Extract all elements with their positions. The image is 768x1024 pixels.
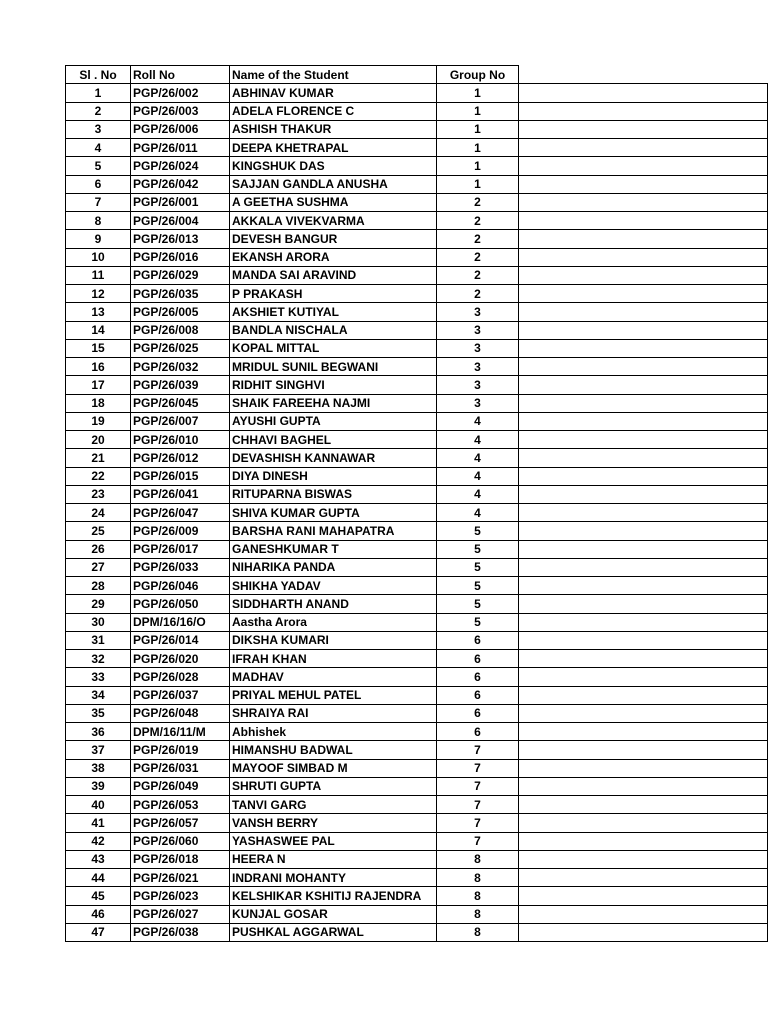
cell-sl-no: 12: [66, 285, 131, 303]
table-row: [66, 157, 768, 175]
cell-roll-no: PGP/26/014: [131, 631, 230, 649]
cell-group-no: 4: [437, 431, 519, 449]
cell-student-name: DIYA DINESH: [230, 467, 437, 485]
cell-student-name: SHRUTI GUPTA: [230, 777, 437, 795]
cell-group-no: 2: [437, 212, 519, 230]
cell-sl-no: 28: [66, 577, 131, 595]
cell-student-name: MAYOOF SIMBAD M: [230, 759, 437, 777]
cell-group-no: 4: [437, 449, 519, 467]
cell-empty: [519, 303, 768, 321]
cell-roll-no: PGP/26/024: [131, 157, 230, 175]
cell-roll-no: PGP/26/039: [131, 376, 230, 394]
cell-sl-no: 7: [66, 193, 131, 211]
cell-group-no: 8: [437, 923, 519, 941]
cell-student-name: DEVESH BANGUR: [230, 230, 437, 248]
cell-empty: [519, 850, 768, 868]
cell-sl-no: 4: [66, 139, 131, 157]
cell-roll-no: PGP/26/050: [131, 595, 230, 613]
cell-sl-no: 32: [66, 650, 131, 668]
cell-sl-no: 16: [66, 358, 131, 376]
cell-roll-no: PGP/26/045: [131, 394, 230, 412]
cell-roll-no: PGP/26/049: [131, 777, 230, 795]
cell-sl-no: 30: [66, 613, 131, 631]
cell-group-no: 4: [437, 467, 519, 485]
table-row: [66, 832, 768, 850]
cell-roll-no: PGP/26/020: [131, 650, 230, 668]
cell-group-no: 5: [437, 613, 519, 631]
cell-empty: [519, 558, 768, 576]
cell-roll-no: PGP/26/029: [131, 266, 230, 284]
table-row: [66, 212, 768, 230]
cell-group-no: 5: [437, 558, 519, 576]
cell-empty: [519, 887, 768, 905]
cell-roll-no: PGP/26/025: [131, 339, 230, 357]
cell-sl-no: 15: [66, 339, 131, 357]
table-row: [66, 358, 768, 376]
cell-sl-no: 17: [66, 376, 131, 394]
cell-roll-no: PGP/26/016: [131, 248, 230, 266]
cell-empty: [519, 285, 768, 303]
table-row: [66, 923, 768, 941]
header-row: [66, 66, 768, 84]
cell-roll-no: PGP/26/015: [131, 467, 230, 485]
cell-roll-no: PGP/26/019: [131, 741, 230, 759]
table-row: [66, 869, 768, 887]
cell-sl-no: 10: [66, 248, 131, 266]
cell-student-name: ADELA FLORENCE C: [230, 102, 437, 120]
cell-student-name: CHHAVI BAGHEL: [230, 431, 437, 449]
cell-group-no: 6: [437, 723, 519, 741]
table-row: [66, 595, 768, 613]
cell-group-no: 8: [437, 850, 519, 868]
cell-group-no: 2: [437, 285, 519, 303]
cell-student-name: MADHAV: [230, 668, 437, 686]
cell-group-no: 6: [437, 668, 519, 686]
cell-empty: [519, 923, 768, 941]
cell-group-no: 3: [437, 358, 519, 376]
cell-group-no: 8: [437, 887, 519, 905]
cell-empty: [519, 431, 768, 449]
cell-empty: [519, 394, 768, 412]
cell-roll-no: PGP/26/004: [131, 212, 230, 230]
cell-group-no: 5: [437, 577, 519, 595]
table-row: [66, 248, 768, 266]
cell-sl-no: 27: [66, 558, 131, 576]
cell-student-name: ABHINAV KUMAR: [230, 84, 437, 102]
cell-sl-no: 40: [66, 796, 131, 814]
cell-roll-no: PGP/26/010: [131, 431, 230, 449]
cell-sl-no: 19: [66, 412, 131, 430]
cell-sl-no: 36: [66, 723, 131, 741]
table-row: [66, 759, 768, 777]
cell-sl-no: 20: [66, 431, 131, 449]
table-row: [66, 814, 768, 832]
cell-group-no: 5: [437, 522, 519, 540]
cell-empty: [519, 595, 768, 613]
cell-group-no: 8: [437, 905, 519, 923]
cell-empty: [519, 412, 768, 430]
table-row: [66, 193, 768, 211]
header-group-no: Group No: [437, 66, 519, 84]
cell-empty: [519, 905, 768, 923]
cell-roll-no: PGP/26/001: [131, 193, 230, 211]
cell-student-name: AKKALA VIVEKVARMA: [230, 212, 437, 230]
cell-sl-no: 38: [66, 759, 131, 777]
cell-student-name: KUNJAL GOSAR: [230, 905, 437, 923]
cell-group-no: 1: [437, 120, 519, 138]
cell-empty: [519, 759, 768, 777]
table-row: [66, 321, 768, 339]
cell-roll-no: PGP/26/023: [131, 887, 230, 905]
cell-student-name: BARSHA RANI MAHAPATRA: [230, 522, 437, 540]
cell-roll-no: PGP/26/017: [131, 540, 230, 558]
cell-roll-no: PGP/26/033: [131, 558, 230, 576]
table-row: [66, 887, 768, 905]
cell-group-no: 7: [437, 796, 519, 814]
cell-roll-no: PGP/26/031: [131, 759, 230, 777]
cell-student-name: Aastha Arora: [230, 613, 437, 631]
cell-sl-no: 24: [66, 504, 131, 522]
cell-sl-no: 45: [66, 887, 131, 905]
cell-group-no: 2: [437, 193, 519, 211]
header-sl-no: Sl . No: [66, 66, 131, 84]
cell-empty: [519, 467, 768, 485]
cell-student-name: HIMANSHU BADWAL: [230, 741, 437, 759]
cell-sl-no: 6: [66, 175, 131, 193]
cell-student-name: SHRAIYA RAI: [230, 704, 437, 722]
cell-sl-no: 29: [66, 595, 131, 613]
cell-sl-no: 34: [66, 686, 131, 704]
cell-student-name: SHIKHA YADAV: [230, 577, 437, 595]
cell-roll-no: PGP/26/042: [131, 175, 230, 193]
table-row: [66, 285, 768, 303]
cell-empty: [519, 613, 768, 631]
table-row: [66, 850, 768, 868]
cell-student-name: TANVI GARG: [230, 796, 437, 814]
cell-sl-no: 14: [66, 321, 131, 339]
cell-empty: [519, 577, 768, 595]
cell-student-name: DEVASHISH KANNAWAR: [230, 449, 437, 467]
cell-sl-no: 22: [66, 467, 131, 485]
table-row: [66, 796, 768, 814]
table-row: [66, 431, 768, 449]
cell-student-name: RITUPARNA BISWAS: [230, 485, 437, 503]
cell-student-name: SIDDHARTH ANAND: [230, 595, 437, 613]
cell-group-no: 8: [437, 869, 519, 887]
cell-student-name: EKANSH ARORA: [230, 248, 437, 266]
cell-roll-no: PGP/26/009: [131, 522, 230, 540]
cell-roll-no: PGP/26/048: [131, 704, 230, 722]
cell-sl-no: 11: [66, 266, 131, 284]
cell-student-name: SAJJAN GANDLA ANUSHA: [230, 175, 437, 193]
cell-group-no: 2: [437, 266, 519, 284]
cell-student-name: INDRANI MOHANTY: [230, 869, 437, 887]
cell-sl-no: 21: [66, 449, 131, 467]
cell-student-name: DIKSHA KUMARI: [230, 631, 437, 649]
cell-student-name: PRIYAL MEHUL PATEL: [230, 686, 437, 704]
table-row: [66, 777, 768, 795]
cell-student-name: SHIVA KUMAR GUPTA: [230, 504, 437, 522]
table-row: [66, 102, 768, 120]
cell-group-no: 6: [437, 704, 519, 722]
cell-roll-no: PGP/26/011: [131, 139, 230, 157]
cell-empty: [519, 631, 768, 649]
cell-group-no: 3: [437, 321, 519, 339]
cell-group-no: 7: [437, 814, 519, 832]
cell-empty: [519, 777, 768, 795]
cell-sl-no: 3: [66, 120, 131, 138]
cell-empty: [519, 814, 768, 832]
table-row: [66, 540, 768, 558]
cell-group-no: 7: [437, 741, 519, 759]
cell-empty: [519, 120, 768, 138]
table-row: [66, 704, 768, 722]
cell-student-name: KELSHIKAR KSHITIJ RAJENDRA: [230, 887, 437, 905]
cell-student-name: HEERA N: [230, 850, 437, 868]
cell-group-no: 7: [437, 832, 519, 850]
table-row: [66, 504, 768, 522]
cell-group-no: 4: [437, 485, 519, 503]
cell-empty: [519, 485, 768, 503]
cell-empty: [519, 796, 768, 814]
table-row: [66, 613, 768, 631]
cell-sl-no: 42: [66, 832, 131, 850]
table-row: [66, 84, 768, 102]
cell-group-no: 6: [437, 631, 519, 649]
cell-roll-no: DPM/16/16/O: [131, 613, 230, 631]
cell-roll-no: PGP/26/028: [131, 668, 230, 686]
student-group-table: [65, 65, 768, 942]
cell-sl-no: 31: [66, 631, 131, 649]
cell-empty: [519, 504, 768, 522]
cell-roll-no: PGP/26/018: [131, 850, 230, 868]
cell-group-no: 5: [437, 595, 519, 613]
cell-sl-no: 13: [66, 303, 131, 321]
cell-sl-no: 26: [66, 540, 131, 558]
table-row: [66, 558, 768, 576]
cell-empty: [519, 376, 768, 394]
cell-student-name: PUSHKAL AGGARWAL: [230, 923, 437, 941]
table-row: [66, 394, 768, 412]
cell-group-no: 3: [437, 376, 519, 394]
table-row: [66, 376, 768, 394]
cell-roll-no: PGP/26/005: [131, 303, 230, 321]
cell-sl-no: 33: [66, 668, 131, 686]
cell-group-no: 1: [437, 175, 519, 193]
cell-empty: [519, 668, 768, 686]
cell-group-no: 2: [437, 248, 519, 266]
cell-empty: [519, 139, 768, 157]
cell-student-name: DEEPA KHETRAPAL: [230, 139, 437, 157]
cell-empty: [519, 869, 768, 887]
cell-group-no: 1: [437, 139, 519, 157]
cell-sl-no: 9: [66, 230, 131, 248]
cell-group-no: 3: [437, 394, 519, 412]
cell-student-name: SHAIK FAREEHA NAJMI: [230, 394, 437, 412]
cell-empty: [519, 212, 768, 230]
cell-group-no: 7: [437, 759, 519, 777]
cell-empty: [519, 723, 768, 741]
table-row: [66, 631, 768, 649]
cell-roll-no: PGP/26/032: [131, 358, 230, 376]
cell-sl-no: 5: [66, 157, 131, 175]
cell-roll-no: PGP/26/057: [131, 814, 230, 832]
cell-empty: [519, 540, 768, 558]
table-row: [66, 230, 768, 248]
table-row: [66, 467, 768, 485]
header-student-name: Name of the Student: [230, 66, 437, 84]
table-row: [66, 120, 768, 138]
cell-group-no: 3: [437, 339, 519, 357]
cell-roll-no: PGP/26/003: [131, 102, 230, 120]
cell-empty: [519, 193, 768, 211]
cell-group-no: 6: [437, 686, 519, 704]
cell-sl-no: 47: [66, 923, 131, 941]
cell-empty: [519, 84, 768, 102]
cell-student-name: IFRAH KHAN: [230, 650, 437, 668]
cell-student-name: GANESHKUMAR T: [230, 540, 437, 558]
table-row: [66, 485, 768, 503]
table-row: [66, 339, 768, 357]
cell-roll-no: PGP/26/053: [131, 796, 230, 814]
table-row: [66, 266, 768, 284]
cell-group-no: 4: [437, 412, 519, 430]
cell-roll-no: PGP/26/037: [131, 686, 230, 704]
cell-student-name: A GEETHA SUSHMA: [230, 193, 437, 211]
cell-group-no: 4: [437, 504, 519, 522]
table-body: [66, 84, 768, 942]
cell-empty: [519, 704, 768, 722]
cell-empty: [519, 102, 768, 120]
cell-empty: [519, 230, 768, 248]
cell-student-name: YASHASWEE PAL: [230, 832, 437, 850]
header-roll-no: Roll No: [131, 66, 230, 84]
table-row: [66, 577, 768, 595]
table-row: [66, 741, 768, 759]
table-row: [66, 668, 768, 686]
table-row: [66, 686, 768, 704]
cell-sl-no: 44: [66, 869, 131, 887]
table-row: [66, 139, 768, 157]
cell-group-no: 2: [437, 230, 519, 248]
table-row: [66, 522, 768, 540]
cell-student-name: KOPAL MITTAL: [230, 339, 437, 357]
cell-sl-no: 18: [66, 394, 131, 412]
cell-sl-no: 46: [66, 905, 131, 923]
cell-roll-no: PGP/26/041: [131, 485, 230, 503]
cell-sl-no: 37: [66, 741, 131, 759]
cell-sl-no: 35: [66, 704, 131, 722]
table-row: [66, 905, 768, 923]
table-row: [66, 449, 768, 467]
cell-student-name: P PRAKASH: [230, 285, 437, 303]
table-row: [66, 723, 768, 741]
cell-roll-no: PGP/26/021: [131, 869, 230, 887]
cell-roll-no: PGP/26/038: [131, 923, 230, 941]
cell-empty: [519, 321, 768, 339]
cell-student-name: AYUSHI GUPTA: [230, 412, 437, 430]
cell-student-name: MANDA SAI ARAVIND: [230, 266, 437, 284]
cell-empty: [519, 741, 768, 759]
cell-roll-no: DPM/16/11/M: [131, 723, 230, 741]
cell-roll-no: PGP/26/035: [131, 285, 230, 303]
cell-roll-no: PGP/26/060: [131, 832, 230, 850]
cell-empty: [519, 686, 768, 704]
cell-empty: [519, 522, 768, 540]
cell-roll-no: PGP/26/007: [131, 412, 230, 430]
cell-group-no: 6: [437, 650, 519, 668]
cell-empty: [519, 175, 768, 193]
cell-student-name: Abhishek: [230, 723, 437, 741]
cell-roll-no: PGP/26/002: [131, 84, 230, 102]
cell-sl-no: 25: [66, 522, 131, 540]
cell-group-no: 1: [437, 157, 519, 175]
cell-sl-no: 39: [66, 777, 131, 795]
cell-sl-no: 1: [66, 84, 131, 102]
cell-empty: [519, 266, 768, 284]
cell-empty: [519, 358, 768, 376]
cell-student-name: RIDHIT SINGHVI: [230, 376, 437, 394]
cell-sl-no: 2: [66, 102, 131, 120]
cell-sl-no: 41: [66, 814, 131, 832]
cell-roll-no: PGP/26/027: [131, 905, 230, 923]
cell-student-name: KINGSHUK DAS: [230, 157, 437, 175]
cell-empty: [519, 449, 768, 467]
cell-sl-no: 8: [66, 212, 131, 230]
cell-student-name: AKSHIET KUTIYAL: [230, 303, 437, 321]
table-row: [66, 175, 768, 193]
header-empty-cell: [519, 66, 768, 84]
cell-group-no: 5: [437, 540, 519, 558]
cell-sl-no: 43: [66, 850, 131, 868]
cell-empty: [519, 248, 768, 266]
cell-roll-no: PGP/26/006: [131, 120, 230, 138]
cell-group-no: 3: [437, 303, 519, 321]
cell-group-no: 1: [437, 102, 519, 120]
cell-empty: [519, 157, 768, 175]
cell-roll-no: PGP/26/012: [131, 449, 230, 467]
cell-roll-no: PGP/26/008: [131, 321, 230, 339]
cell-group-no: 7: [437, 777, 519, 795]
cell-student-name: VANSH BERRY: [230, 814, 437, 832]
cell-empty: [519, 339, 768, 357]
cell-student-name: NIHARIKA PANDA: [230, 558, 437, 576]
cell-student-name: BANDLA NISCHALA: [230, 321, 437, 339]
cell-empty: [519, 832, 768, 850]
table-row: [66, 650, 768, 668]
cell-roll-no: PGP/26/046: [131, 577, 230, 595]
cell-sl-no: 23: [66, 485, 131, 503]
cell-empty: [519, 650, 768, 668]
cell-roll-no: PGP/26/047: [131, 504, 230, 522]
table-row: [66, 412, 768, 430]
cell-roll-no: PGP/26/013: [131, 230, 230, 248]
cell-student-name: MRIDUL SUNIL BEGWANI: [230, 358, 437, 376]
table-row: [66, 303, 768, 321]
cell-group-no: 1: [437, 84, 519, 102]
cell-student-name: ASHISH THAKUR: [230, 120, 437, 138]
